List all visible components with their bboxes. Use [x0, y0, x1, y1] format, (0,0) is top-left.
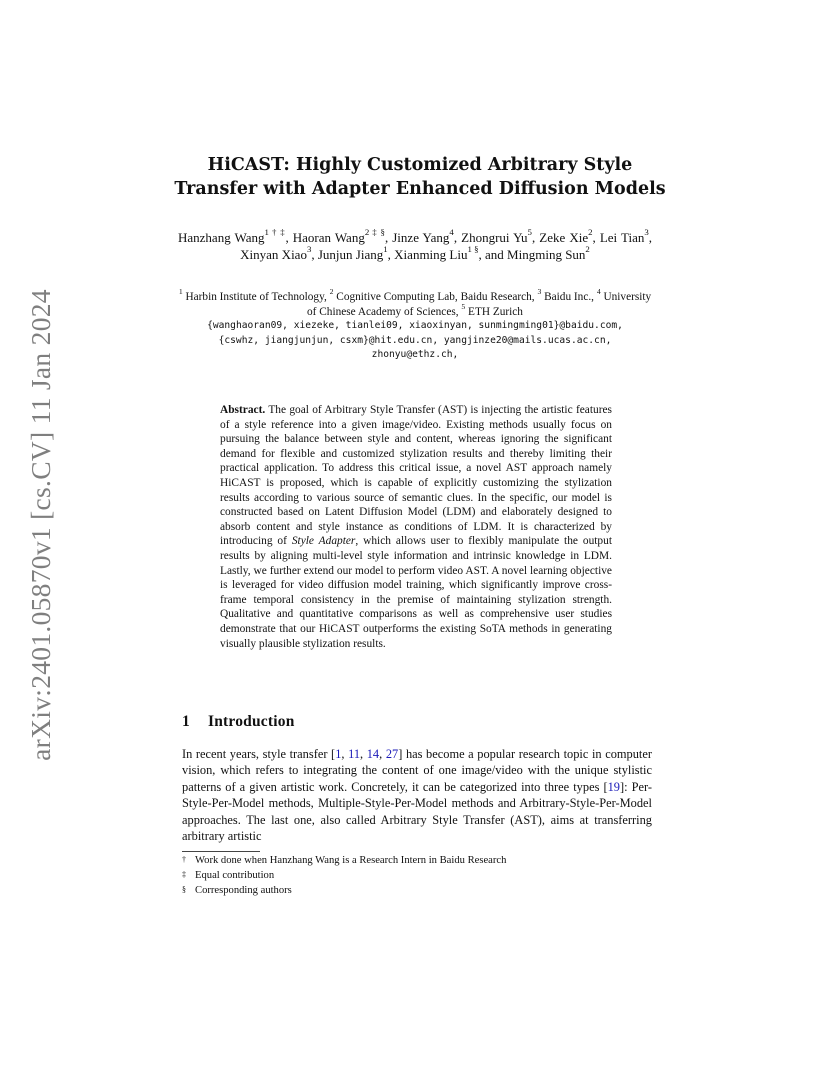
email-line[interactable]: zhonyu@ethz.ch,	[371, 349, 459, 361]
section-heading	[182, 713, 295, 731]
footnote-text: Equal contribution	[195, 870, 275, 881]
abstract-text: , which allows user to flexibly manipulate the output results by aligning multi-level style information and intrinsic knowledge in LDM. Lastly, we further extend our model to perform video AST. A novel learning objective is leveraged for video diffusion model training, which significantly improve cross-frame temporal consistency in the premise of maintaining stylization strength. Qualitative and quantitative comparisons as well as comprehensive user studies demonstrate that our HiCAST outperforms the existing SoTA methods in generating visually plausible stylization results.	[220, 535, 612, 650]
citation-link[interactable]: 19	[607, 779, 620, 794]
abstract-emphasis: Style Adapter	[291, 535, 356, 548]
title-line-2: Transfer with Adapter Enhanced Diffusion Models	[174, 179, 666, 199]
footnote-rule	[182, 851, 260, 852]
footnote	[182, 854, 506, 868]
footnote	[182, 869, 274, 883]
author: Zeke Xie$^2$,	[539, 227, 600, 245]
abstract-label: Abstract.	[220, 404, 266, 416]
affiliation-list: $^1$ Harbin Institute of Technology, $^2$ Cognitive Computing Lab, Baidu Research, $^3$ Baidu Inc., $^4$ University of Chinese Academy of Sciences, $^5$ ETH Zurich	[178, 287, 652, 318]
footnote-mark: ‡	[182, 870, 186, 879]
author: Jinze Yang$^4$,	[392, 227, 462, 245]
author: Zhongrui Yu$^5$,	[461, 227, 540, 245]
intro-paragraph: In recent years, style transfer [1, 11, 14, 27] has become a popular research topic in computer vision, which refers to integrating the content of one image/video with the unique stylistic patterns of a given artistic work. Concretely, it can be categorized into three types [19]: Per-Style-Per-Model methods, Multiple-Style-Per-Model methods and Arbitrary-Style-Per-Model approaches. The last one, also called Arbitrary Style Transfer (AST), aims at transferring arbitrary artistic	[182, 747, 653, 844]
paper-title	[150, 153, 690, 201]
citation-link[interactable]: 14	[366, 747, 380, 761]
footnote-text: Corresponding authors	[195, 885, 292, 896]
author: Junjun Jiang$^1$,	[317, 243, 395, 262]
author: Haoran Wang$^{2 \ddagger \S}$,	[292, 227, 393, 245]
author: Xinyan Xiao$^3$,	[240, 243, 318, 262]
abstract-text: The goal of Arbitrary Style Transfer (AST) is injecting the artistic features of a style reference into a given image/video. Existing methods usually focus on pursuing the balance between style and content, whereas ignoring the significant demand for flexible and customized stylization results and thereby limiting their practical application. To address this critical issue, a novel AST approach namely HiCAST is proposed, which is capable of explicitly customizing the stylization results according to various source of semantic clues. In the specific, our model is constructed based on Latent Diffusion Model (LDM) and elaborately designed to absorb content and style instance as conditions of LDM. It is characterized by introducing of	[220, 404, 612, 548]
abstract	[220, 403, 612, 651]
author: Xianming Liu$^{1 \S}$, and	[394, 243, 508, 262]
footnote-mark: §	[182, 885, 186, 894]
author: Lei Tian$^3$,	[599, 227, 653, 245]
author-list	[178, 227, 653, 263]
footnote-mark: †	[182, 855, 186, 864]
email-line[interactable]: {cswhz, jiangjunjun, csxm}@hit.edu.cn, yangjinze20@mails.ucas.ac.cn,	[218, 334, 612, 346]
affiliations	[178, 287, 652, 363]
citation-link[interactable]: 1	[335, 747, 342, 761]
section-title: Introduction	[208, 713, 295, 730]
author: Mingming Sun$^2$	[507, 243, 590, 262]
footnote-text: Work done when Hanzhang Wang is a Research Intern in Baidu Research	[195, 855, 507, 866]
author: Hanzhang Wang$^{1 \dagger \ddagger}$,	[178, 227, 293, 245]
citation-link[interactable]: 27	[385, 747, 399, 761]
email-line[interactable]: {wanghaoran09, xiezeke, tianlei09, xiaoxinyan, sunmingming01}@baidu.com,	[207, 320, 623, 332]
citation-link[interactable]: 11	[348, 747, 361, 761]
arxiv-stamp-text: arXiv:2401.05870v1 [cs.CV] 11 Jan 2024	[25, 289, 56, 761]
footnote	[182, 884, 292, 898]
section-number: 1	[182, 713, 190, 730]
title-line-1: HiCAST: Highly Customized Arbitrary Style	[207, 155, 633, 175]
arxiv-stamp	[22, 290, 60, 760]
